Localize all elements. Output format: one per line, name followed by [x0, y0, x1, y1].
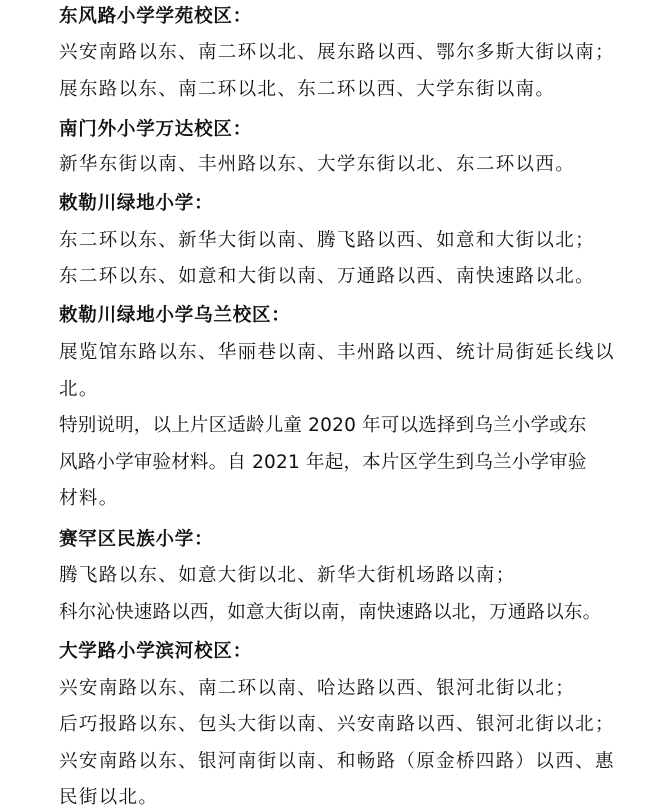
- section-heading-chilechuan-wulan: 敕勒川绿地小学乌兰校区：: [59, 305, 291, 326]
- section-text-line: 兴安南路以东、南二环以南、哈达路以西、银河北街以北；: [59, 678, 576, 699]
- section-text-line: 东二环以东、新华大街以南、腾飞路以西、如意和大街以北；: [59, 230, 595, 251]
- section-text-line: 展览馆东路以东、华丽巷以南、丰州路以西、统计局街延长线以: [59, 342, 615, 363]
- section-text-line: 兴安南路以东、银河南街以南、和畅路（原金桥四路）以西、惠: [59, 751, 615, 772]
- section-text-line: 新华东街以南、丰州路以东、大学东街以北、东二环以西。: [59, 154, 576, 175]
- section-text-line: 东二环以东、如意和大街以南、万通路以西、南快速路以北。: [59, 266, 595, 287]
- section-text-line: 兴安南路以东、南二环以北、展东路以西、鄂尔多斯大街以南；: [59, 42, 615, 63]
- section-heading-daxuelu-binhe: 大学路小学滨河校区：: [59, 641, 253, 662]
- section-text-line: 科尔沁快速路以西，如意大街以南，南快速路以北，万通路以东。: [59, 602, 602, 623]
- section-text-line: 腾飞路以东、如意大街以北、新华大街机场路以南；: [59, 565, 516, 586]
- section-heading-saihan-minzu: 赛罕区民族小学：: [59, 529, 214, 550]
- section-text-line: 展东路以东、南二环以北、东二环以西、大学东街以南。: [59, 79, 556, 100]
- section-heading-dongfenglu-xueyuan: 东风路小学学苑校区：: [59, 6, 253, 27]
- section-heading-nanmenwai-wanda: 南门外小学万达校区：: [59, 119, 253, 140]
- section-text-line: 北。: [59, 379, 99, 400]
- special-note-line: 特别说明，以上片区适龄儿童 2020 年可以选择到乌兰小学或东: [59, 415, 587, 436]
- section-text-line: 后巧报路以东、包头大街以南、兴安南路以西、银河北街以北；: [59, 714, 615, 735]
- section-heading-chilechuan-lvdi: 敕勒川绿地小学：: [59, 193, 214, 214]
- section-text-line: 民街以北。: [59, 787, 159, 808]
- special-note-line: 材料。: [59, 488, 119, 509]
- special-note-line: 风路小学审验材料。自 2021 年起，本片区学生到乌兰小学审验: [59, 452, 587, 473]
